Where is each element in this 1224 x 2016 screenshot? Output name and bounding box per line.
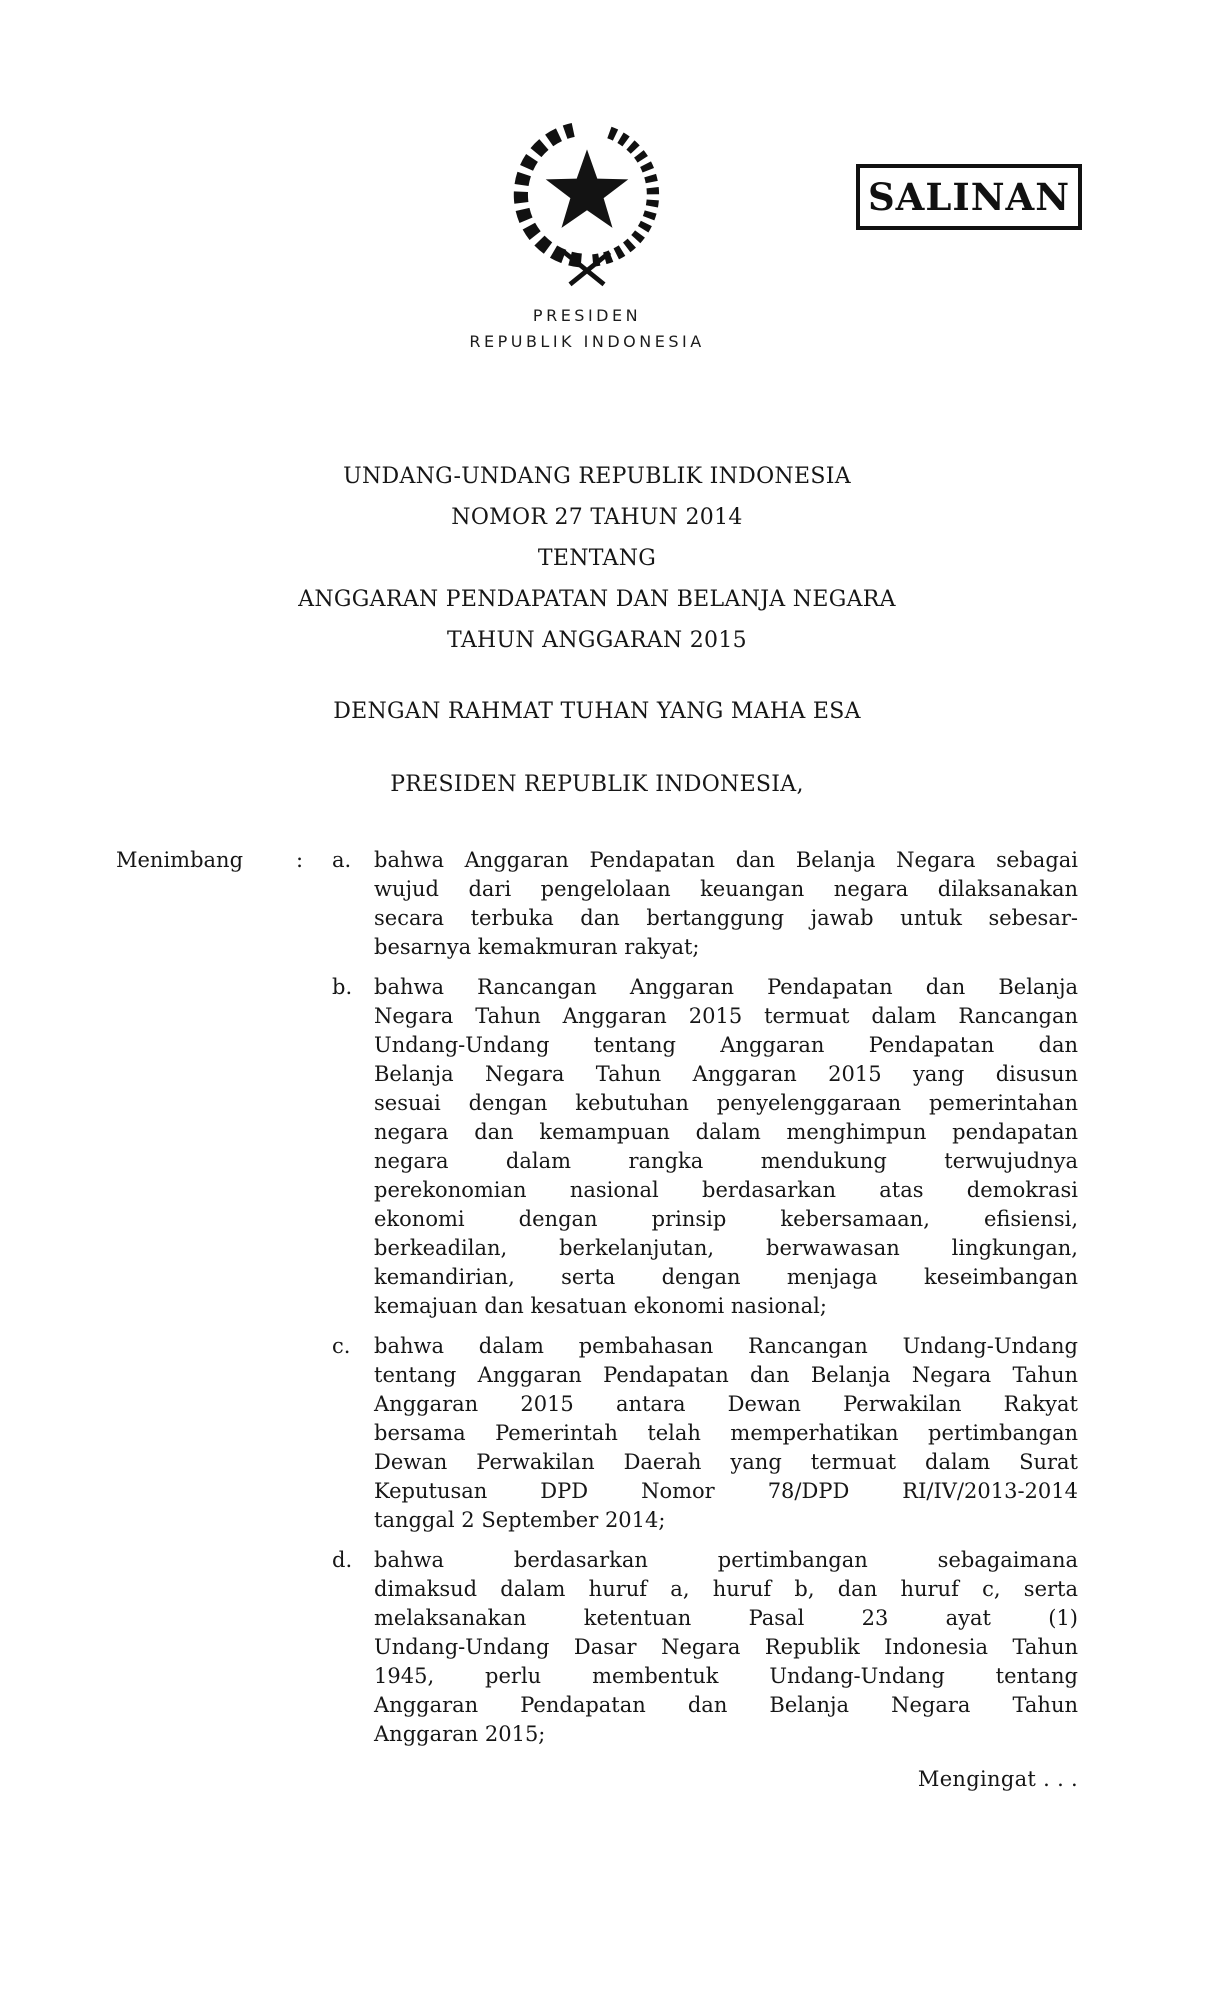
item-line: besarnya kemakmuran rakyat; (374, 935, 700, 959)
item-line: negara dan kemampuan dalam menghimpun pendapatan (374, 1120, 1078, 1144)
menimbang-colon: : (296, 848, 304, 872)
menimbang-items (332, 846, 1078, 1749)
title-line: ANGGARAN PENDAPATAN DAN BELANJA NEGARA (298, 587, 896, 612)
item-marker: c. (332, 1334, 351, 1358)
item-line: tentang Anggaran Pendapatan dan Belanja Negara Tahun (374, 1363, 1078, 1387)
title-line: NOMOR 27 TAHUN 2014 (451, 505, 743, 530)
title-line: UNDANG-UNDANG REPUBLIK INDONESIA (343, 464, 851, 489)
consideration-item-b (332, 973, 1078, 1321)
letterhead-line1: PRESIDEN (532, 306, 642, 325)
item-line: ekonomi dengan prinsip kebersamaan, efisiensi, (374, 1207, 1078, 1231)
salinan-stamp-label: SALINAN (867, 175, 1071, 219)
menimbang-section (116, 846, 1078, 1749)
consideration-item-a (332, 846, 1078, 962)
item-text (374, 1332, 1078, 1535)
item-line: kemajuan dan kesatuan ekonomi nasional; (374, 1294, 827, 1318)
letterhead-line2: REPUBLIK INDONESIA (469, 332, 705, 351)
item-marker: b. (332, 975, 353, 999)
item-line: sesuai dengan kebutuhan penyelenggaraan pemerintahan (374, 1091, 1078, 1115)
document-body (116, 0, 1078, 1791)
item-line: bersama Pemerintah telah memperhatikan pertimbangan (374, 1421, 1078, 1445)
catchword: Mengingat . . . (917, 1767, 1078, 1791)
item-line: Undang-Undang tentang Anggaran Pendapatan dan (374, 1033, 1078, 1057)
item-line: Anggaran 2015 antara Dewan Perwakilan Rakyat (374, 1392, 1078, 1416)
item-line: berkeadilan, berkelanjutan, berwawasan lingkungan, (374, 1236, 1078, 1260)
title-line: TENTANG (537, 546, 657, 571)
invocation-line: DENGAN RAHMAT TUHAN YANG MAHA ESA (333, 699, 861, 724)
item-line: Anggaran Pendapatan dan Belanja Negara Tahun (374, 1693, 1078, 1717)
item-line: bahwa Rancangan Anggaran Pendapatan dan Belanja (374, 975, 1078, 999)
item-line: Belanja Negara Tahun Anggaran 2015 yang disusun (374, 1062, 1078, 1086)
item-line: Anggaran 2015; (374, 1722, 546, 1746)
item-marker: a. (332, 848, 352, 872)
item-line: dimaksud dalam huruf a, huruf b, dan huruf c, serta (374, 1577, 1078, 1601)
authority-line: PRESIDEN REPUBLIK INDONESIA, (390, 772, 804, 797)
item-line: bahwa dalam pembahasan Rancangan Undang-Undang (374, 1334, 1078, 1358)
item-marker: d. (332, 1548, 353, 1572)
item-line: bahwa berdasarkan pertimbangan sebagaimana (374, 1548, 1078, 1572)
item-line: bahwa Anggaran Pendapatan dan Belanja Negara sebagai (374, 848, 1078, 872)
consideration-item-d (332, 1546, 1078, 1749)
title-line: TAHUN ANGGARAN 2015 (447, 628, 747, 653)
item-text (374, 846, 1078, 962)
item-line: tanggal 2 September 2014; (374, 1508, 666, 1532)
item-line: wujud dari pengelolaan keuangan negara dilaksanakan (374, 877, 1078, 901)
item-line: Keputusan DPD Nomor 78/DPD RI/IV/2013-2014 (374, 1479, 1078, 1503)
item-line: Dewan Perwakilan Daerah yang termuat dalam Surat (374, 1450, 1078, 1474)
item-line: melaksanakan ketentuan Pasal 23 ayat (1) (374, 1606, 1078, 1630)
item-line: negara dalam rangka mendukung terwujudnya (374, 1149, 1078, 1173)
item-line: 1945, perlu membentuk Undang-Undang tentang (374, 1664, 1078, 1688)
item-text (374, 1546, 1078, 1749)
consideration-item-c (332, 1332, 1078, 1535)
item-line: perekonomian nasional berdasarkan atas demokrasi (374, 1178, 1078, 1202)
item-line: Negara Tahun Anggaran 2015 termuat dalam Rancangan (374, 1004, 1078, 1028)
item-line: secara terbuka dan bertanggung jawab untuk sebesar- (374, 906, 1078, 930)
item-text (374, 973, 1078, 1321)
menimbang-label: Menimbang (116, 848, 244, 872)
document-title (116, 456, 1078, 661)
item-line: Undang-Undang Dasar Negara Republik Indonesia Tahun (374, 1635, 1078, 1659)
item-line: kemandirian, serta dengan menjaga keseimbangan (374, 1265, 1078, 1289)
